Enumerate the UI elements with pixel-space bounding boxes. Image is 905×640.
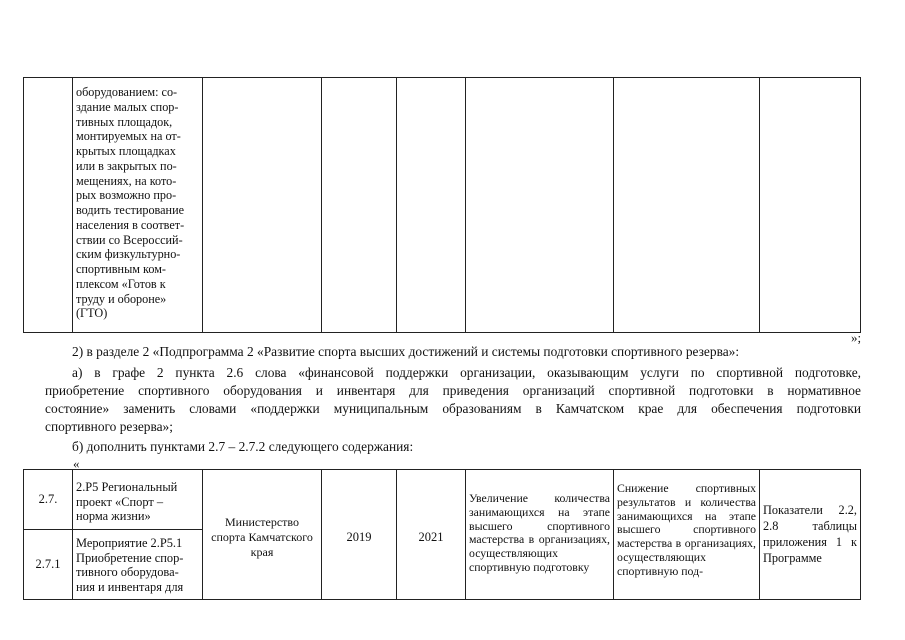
consequences-cell [614,470,760,600]
opening-quote-mark: « [73,456,80,471]
table-row [24,470,861,530]
table-cell-consequences [614,78,760,333]
row-name-cell [73,530,203,600]
paragraph-line: приобретение спортивного оборудования и инвентаря для приведения организаций спортивной подготовки в нормативное [45,383,861,398]
executor-cell [203,470,322,600]
paragraph-section-2: 2) в разделе 2 «Подпрограмма 2 «Развитие спорта высших достижений и системы подготовки спортивного резерва»: [72,344,740,359]
row-name: Мероприятие 2.Р5.1 Приобретение спор- тивного оборудова- ния и инвентаря для [76,536,184,594]
executor-text: Министерство спорта Камчатского края [211,515,313,559]
bottom-table [23,469,861,600]
continued-text: оборудованием: со- здание малых спор- тивных площадок, монтируемых на от- крытых площадках или в закрытых по- мещениях, на кото- рых возможно про- водить тестирование населения в соответ- ствии со Всероссий- ским физкультурно- спортивным ком- плексом «Готов к труду и обороне» (ГТО) [76,85,185,321]
table-cell-executor [203,78,322,333]
paragraph-line: а) в графе 2 пункта 2.6 слова «финансовой поддержки организации, оказывающим услуги по спортивной подготовке, [72,365,861,380]
indicators-text: Показатели 2.2, 2.8 таблицы приложения 1 к Программе [763,503,857,565]
indicators-cell [760,470,861,600]
row-name: 2.Р5 Региональный проект «Спорт – норма жизни» [76,480,178,523]
paragraph-item-b: б) дополнить пунктами 2.7 – 2.7.2 следующего содержания: [72,439,414,454]
table-cell-start [322,78,397,333]
table-cell-end [397,78,466,333]
closing-quote-mark: »; [851,330,862,345]
consequences-text: Снижение спортивных результатов и количества занимающихся на этапе высшего спортивного мастерства в организациях, осуществляющих спортивную под- [617,481,756,578]
year-end-cell: 2021 [397,470,466,600]
top-table [23,77,861,333]
row-number: 2.7. [24,470,73,530]
result-text: Увеличение количества занимающихся на этапе высшего спортивного мастерства в организациях, осуществляющих спортивную подготовку [469,491,610,574]
paragraph-line: спортивного резерва»; [45,419,173,434]
table-cell-num [24,78,73,333]
row-number: 2.7.1 [24,530,73,600]
year-start-cell: 2019 [322,470,397,600]
table-row [24,78,861,333]
paragraph-item-a [45,364,861,436]
paragraph-line: состояние» заменить словами «поддержки муниципальным образованиям в Камчатском крае для обеспечения подготовки [45,401,861,416]
result-cell [466,470,614,600]
table-cell-indicators [760,78,861,333]
table-cell-result [466,78,614,333]
table-cell-name [73,78,203,333]
row-name-cell [73,470,203,530]
